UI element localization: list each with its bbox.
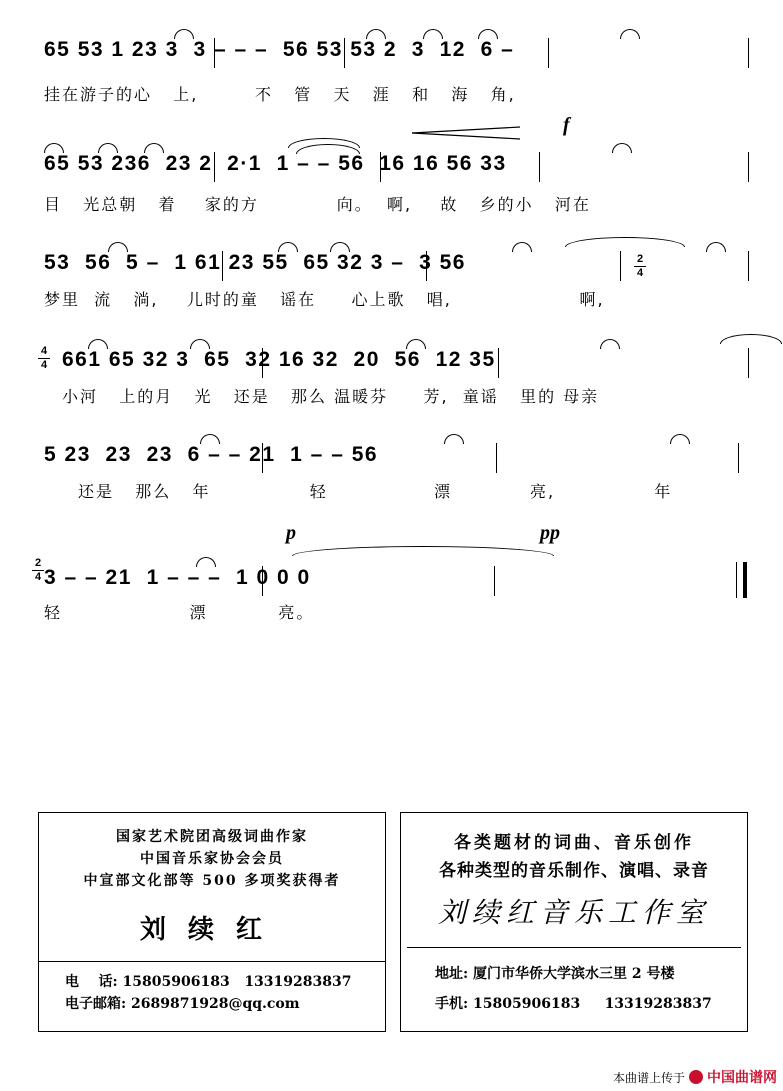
bar-line bbox=[748, 38, 749, 68]
bar-line bbox=[748, 152, 749, 182]
bar-line bbox=[738, 443, 739, 473]
bar-line bbox=[748, 251, 749, 281]
score-row-notes: 661 65 32 3 65 32 16 32 20 56 12 35 bbox=[62, 348, 496, 371]
composer-title-3: 中宣部文化部等 500 多项奖获得者 bbox=[83, 873, 341, 889]
slur bbox=[144, 143, 164, 153]
bar-line bbox=[222, 251, 223, 281]
time-signature: 4 4 bbox=[38, 346, 50, 371]
bar-line bbox=[380, 152, 381, 182]
score-row-lyrics: 还是 那么 年 轻 漂 亮, 年 bbox=[78, 482, 673, 501]
slur bbox=[98, 143, 118, 153]
bar-line bbox=[262, 566, 263, 596]
site-brand[interactable]: 中国曲谱网 bbox=[707, 1070, 777, 1086]
mobile-line: 手机: 15805906183 13319283837 bbox=[435, 996, 712, 1012]
score-row-1 bbox=[0, 38, 783, 138]
score-row-6 bbox=[0, 522, 783, 666]
bar-line bbox=[214, 38, 215, 68]
slur bbox=[174, 29, 194, 39]
score-row-4 bbox=[0, 345, 783, 448]
composer-info-box bbox=[38, 812, 386, 1032]
slur bbox=[423, 29, 443, 39]
bar-line bbox=[344, 38, 345, 68]
dynamic-marking: p bbox=[286, 522, 296, 544]
composer-name: 刘续红 bbox=[139, 915, 284, 945]
service-line-2: 各种类型的音乐制作、演唱、录音 bbox=[439, 861, 709, 881]
divider bbox=[407, 947, 741, 948]
slur bbox=[478, 29, 498, 39]
score-row-notes: 5 23 23 23 6 – – 21 1 – – 56 bbox=[44, 443, 379, 466]
time-signature: 2 4 bbox=[634, 254, 646, 279]
bar-line bbox=[620, 251, 621, 281]
studio-info-box bbox=[400, 812, 748, 1032]
bar-line bbox=[539, 152, 540, 182]
slur bbox=[620, 29, 640, 39]
bar-line bbox=[426, 251, 427, 281]
service-line-1: 各类题材的词曲、音乐创作 bbox=[454, 833, 694, 853]
dynamic-marking: f bbox=[563, 114, 570, 136]
score-row-notes: 53 56 5 – 1 61 23 55 65 32 3 – 3 56 bbox=[44, 251, 466, 274]
score-row-3 bbox=[0, 251, 783, 351]
score-row-2 bbox=[0, 114, 783, 252]
site-logo-icon bbox=[689, 1070, 703, 1084]
dynamic-marking: pp bbox=[540, 522, 560, 544]
email-line: 电子邮箱: 2689871928@qq.com bbox=[65, 996, 300, 1012]
score-row-lyrics: 梦里 流 淌, 儿时的童 谣在 心上歌 唱, 啊, bbox=[44, 290, 605, 309]
slur bbox=[612, 143, 632, 153]
score-row-5 bbox=[0, 443, 783, 543]
divider bbox=[39, 961, 385, 962]
tie bbox=[292, 546, 554, 556]
score-row-notes: 65 53 1 23 3 3 – – – 56 53 53 2 3 12 6 – bbox=[44, 38, 515, 61]
score-row-notes: 3 – – 21 1 – – – 1 0 0 0 bbox=[44, 566, 311, 589]
time-signature: 2 4 bbox=[32, 558, 44, 583]
bar-line bbox=[496, 443, 497, 473]
slur bbox=[196, 557, 216, 567]
composer-title-1: 国家艺术院团高级词曲作家 bbox=[116, 829, 308, 845]
bar-line bbox=[262, 348, 263, 378]
composer-title-2: 中国音乐家协会会员 bbox=[140, 851, 284, 867]
slur bbox=[366, 29, 386, 39]
score-row-lyrics: 挂在游子的心 上, 不 管 天 涯 和 海 角, bbox=[44, 85, 516, 104]
bar-line bbox=[748, 348, 749, 378]
bar-line bbox=[214, 152, 215, 182]
bar-line bbox=[262, 443, 263, 473]
score-row-notes: 65 53 236 23 2 2·1 1 – – 56 16 16 56 33 bbox=[44, 152, 507, 175]
bar-line bbox=[548, 38, 549, 68]
final-bar-line bbox=[736, 562, 737, 598]
final-bar-line bbox=[743, 562, 747, 598]
score-row-lyrics: 轻 漂 亮。 bbox=[44, 603, 315, 622]
footer-credit bbox=[613, 1067, 777, 1087]
score-row-lyrics: 目 光总朝 着 家的方 向。 啊, 故 乡的小 河在 bbox=[44, 195, 591, 214]
studio-name: 刘续红音乐工作室 bbox=[437, 896, 710, 929]
bar-line bbox=[494, 566, 495, 596]
address-line: 地址: 厦门市华侨大学滨水三里 2 号楼 bbox=[435, 966, 675, 982]
footer-text: 本曲谱上传于 bbox=[612, 1071, 685, 1085]
score-row-lyrics: 小河 上的月 光 还是 那么 温暖芬 芳, 童谣 里的 母亲 bbox=[62, 387, 600, 406]
slur bbox=[44, 143, 64, 153]
phone-line: 电 话: 15805906183 13319283837 bbox=[65, 974, 352, 990]
crescendo-hairpin bbox=[410, 126, 522, 140]
bar-line bbox=[498, 348, 499, 378]
